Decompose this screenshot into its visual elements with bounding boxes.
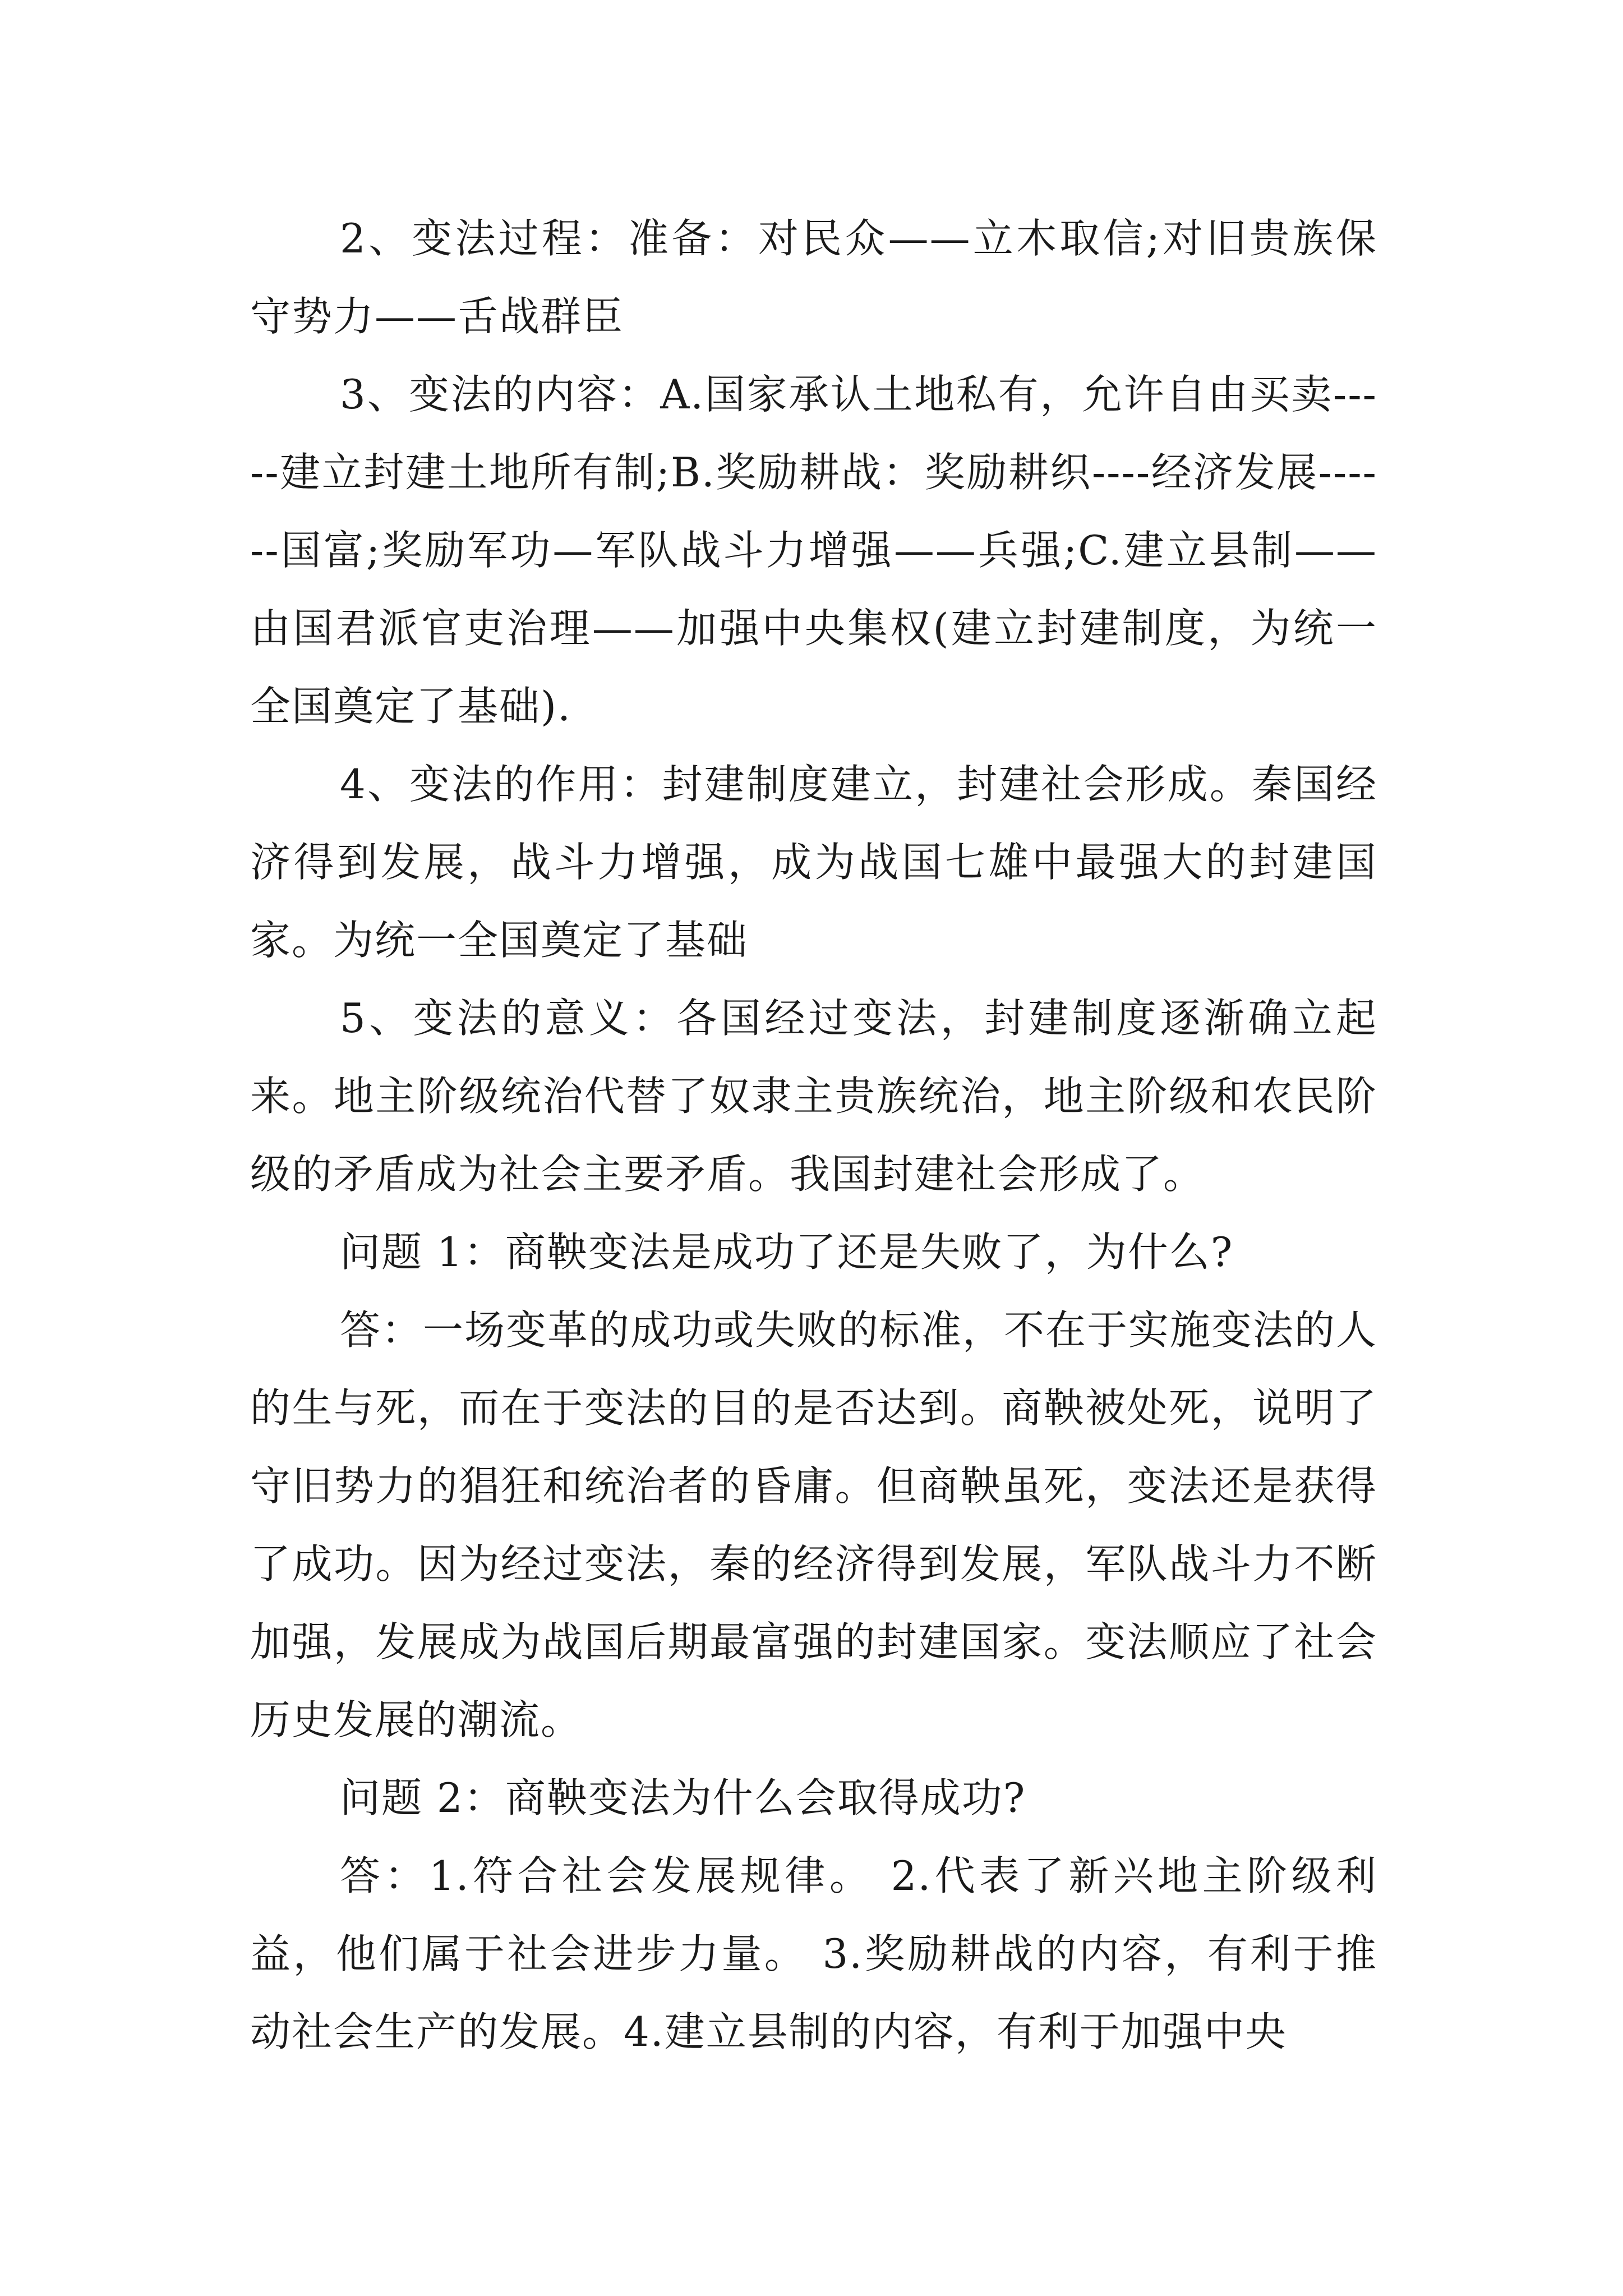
paragraph-reform-effect: 4、变法的作用：封建制度建立，封建社会形成。秦国经济得到发展，战斗力增强，成为战国七雄中最强大的封建国家。为统一全国奠定了基础: [250, 761, 1377, 964]
paragraph-reform-content: 3、变法的内容：A.国家承认土地私有，允许自由买卖-----建立封建土地所有制;B.奖励耕战：奖励耕织----经济发展------国富;奖励军功—军队战斗力增强——兵强;C.建立县制——由国君派官吏治理——加强中央集权(建立封建制度，为统一全国奠定了基础).: [250, 371, 1377, 730]
paragraph-reform-process: 2、变法过程：准备：对民众——立木取信;对旧贵族保守势力——舌战群臣: [250, 215, 1377, 340]
paragraph-reform-significance: 5、变法的意义：各国经过变法，封建制度逐渐确立起来。地主阶级统治代替了奴隶主贵族统治，地主阶级和农民阶级的矛盾成为社会主要矛盾。我国封建社会形成了。: [250, 995, 1377, 1198]
document-body: [250, 200, 1377, 2071]
question-1: 问题 1：商鞅变法是成功了还是失败了，为什么?: [340, 1228, 1234, 1276]
question-2: 问题 2：商鞅变法为什么会取得成功?: [340, 1774, 1026, 1821]
answer-2: 答：1.符合社会发展规律。 2.代表了新兴地主阶级利益，他们属于社会进步力量。 3.奖励耕战的内容，有利于推动社会生产的发展。4.建立县制的内容，有利于加强中央: [250, 1852, 1377, 2055]
answer-1: 答：一场变革的成功或失败的标准，不在于实施变法的人的生与死，而在于变法的目的是否达到。商鞅被处死，说明了守旧势力的猖狂和统治者的昏庸。但商鞅虽死，变法还是获得了成功。因为经过变法，秦的经济得到发展，军队战斗力不断加强，发展成为战国后期最富强的封建国家。变法顺应了社会历史发展的潮流。: [250, 1306, 1378, 1743]
